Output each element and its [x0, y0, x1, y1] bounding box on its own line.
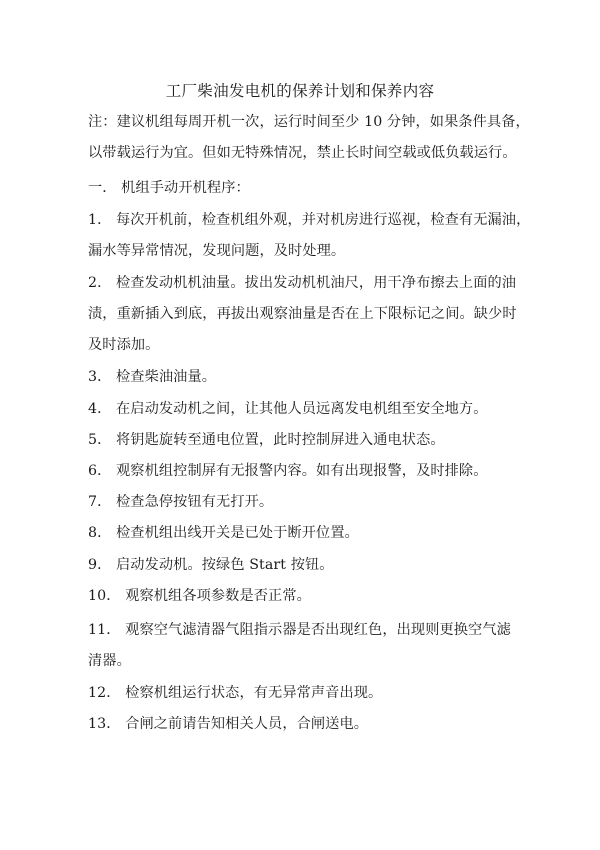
note-line-1: 注：建议机组每周开机一次，运行时间至少 10 分钟，如果条件具备， [88, 114, 530, 130]
step-9: 9． 启动发动机。按绿色 Start 按钮。 [88, 557, 334, 573]
step-10: 10． 观察机组各项参数是否正常。 [88, 588, 311, 604]
step-3: 3． 检查柴油油量。 [88, 369, 217, 385]
note-line-2: 以带载运行为宜。但如无特殊情况，禁止长时间空载或低负载运行。 [88, 145, 517, 161]
step-11-line-1: 11． 观察空气滤清器气阻指示器是否出现红色，出现则更换空气滤 [88, 622, 511, 638]
step-7: 7． 检查急停按钮有无打开。 [88, 494, 274, 510]
step-5: 5． 将钥匙旋转至通电位置，此时控制屏进入通电状态。 [88, 432, 445, 448]
step-2-line-1: 2． 检查发动机机油量。拔出发动机机油尺，用干净布擦去上面的油 [88, 275, 517, 291]
step-8: 8． 检查机组出线开关是已处于断开位置。 [88, 525, 359, 541]
step-1-line-2: 漏水等异常情况，发现问题，及时处理。 [88, 243, 346, 259]
step-2-line-2: 渍，重新插入到底，再拔出观察油量是否在上下限标记之间。缺少时 [88, 306, 517, 322]
step-13: 13． 合闸之前请告知相关人员，合闸送电。 [88, 716, 369, 732]
step-4: 4． 在启动发动机之间，让其他人员远离发电机组至安全地方。 [88, 401, 488, 417]
page-title: 工厂柴油发电机的保养计划和保养内容 [165, 82, 435, 100]
section-heading: 一． 机组手动开机程序： [88, 180, 250, 196]
step-12: 12． 检察机组运行状态，有无异常声音出现。 [88, 685, 383, 701]
step-6: 6． 观察机组控制屏有无报警内容。如有出现报警，及时排除。 [88, 463, 488, 479]
step-2-line-3: 及时添加。 [88, 337, 160, 353]
step-1-line-1: 1． 每次开机前，检查机组外观，并对机房进行巡视，检查有无漏油， [88, 212, 531, 228]
step-11-line-2: 清器。 [88, 653, 131, 669]
